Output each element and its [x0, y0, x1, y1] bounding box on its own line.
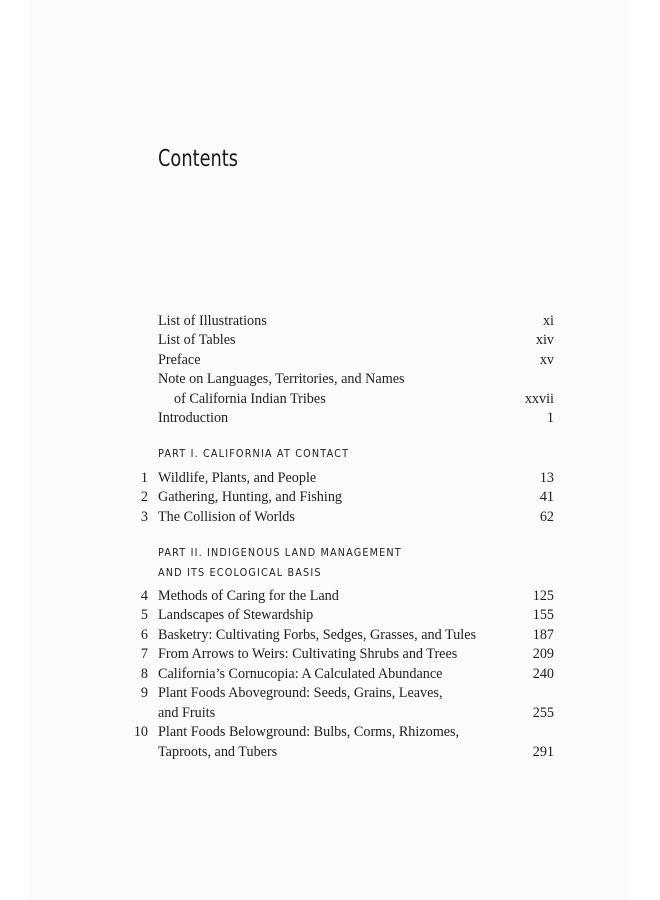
chapter-number: 10: [133, 724, 148, 740]
entry-label-continued: of California Indian Tribes: [174, 391, 326, 407]
chapter-title: Landscapes of Stewardship: [158, 607, 314, 623]
chapter-page: 125: [532, 588, 554, 604]
toc-entry[interactable]: [0, 350, 660, 370]
chapter-page: 209: [532, 646, 554, 662]
part-heading: PART II. INDIGENOUS LAND MANAGEMENT: [158, 546, 402, 559]
entry-label: List of Illustrations: [158, 313, 267, 329]
toc-chapter[interactable]: [0, 644, 660, 664]
chapter-number: 7: [140, 646, 148, 662]
toc-chapter-continuation[interactable]: [0, 742, 660, 762]
part-heading-continued: AND ITS ECOLOGICAL BASIS: [158, 566, 322, 579]
chapter-number: 5: [140, 607, 148, 623]
page-title: Contents: [158, 146, 239, 172]
chapter-number: 8: [140, 666, 148, 682]
entry-page: xxvii: [524, 391, 554, 407]
entry-page: 1: [546, 410, 554, 426]
toc-entry[interactable]: [0, 311, 660, 331]
entry-page: xi: [542, 313, 554, 329]
entry-page: xv: [539, 352, 554, 368]
toc-chapter-continuation[interactable]: [0, 703, 660, 723]
part-heading: PART I. CALIFORNIA AT CONTACT: [158, 447, 350, 460]
toc-entry-continuation[interactable]: [0, 389, 660, 409]
toc-entry[interactable]: [0, 408, 660, 428]
entry-label: Introduction: [158, 410, 229, 426]
chapter-title: California’s Cornucopia: A Calculated Abundance: [158, 666, 443, 682]
chapter-page: 62: [539, 509, 554, 525]
chapter-page: 255: [532, 705, 554, 721]
toc-entry[interactable]: [0, 330, 660, 350]
entry-label: Note on Languages, Territories, and Names: [158, 371, 405, 387]
chapter-number: 3: [140, 509, 148, 525]
chapter-page: 13: [539, 470, 554, 486]
toc-chapter[interactable]: [0, 507, 660, 527]
chapter-number: 4: [140, 588, 148, 604]
chapter-title: Plant Foods Belowground: Bulbs, Corms, Rhizomes,: [158, 724, 460, 740]
chapter-page: 155: [532, 607, 554, 623]
chapter-page: 41: [539, 489, 554, 505]
chapter-title: From Arrows to Weirs: Cultivating Shrubs and Trees: [158, 646, 458, 662]
entry-label: List of Tables: [158, 332, 236, 348]
chapter-number: 6: [140, 627, 148, 643]
chapter-title: Plant Foods Aboveground: Seeds, Grains, Leaves,: [158, 685, 443, 701]
chapter-page: 187: [532, 627, 554, 643]
entry-label: Preface: [158, 352, 201, 368]
toc-entry[interactable]: [0, 369, 660, 389]
chapter-title: The Collision of Worlds: [158, 509, 295, 525]
toc-chapter[interactable]: [0, 586, 660, 606]
chapter-title: Wildlife, Plants, and People: [158, 470, 317, 486]
chapter-number: 2: [140, 489, 148, 505]
toc-chapter[interactable]: [0, 605, 660, 625]
chapter-page: 291: [532, 744, 554, 760]
chapter-number: 1: [140, 470, 148, 486]
chapter-page: 240: [532, 666, 554, 682]
chapter-title: Gathering, Hunting, and Fishing: [158, 489, 343, 505]
chapter-title: Basketry: Cultivating Forbs, Sedges, Grasses, and Tules: [158, 627, 477, 643]
chapter-title-continued: and Fruits: [158, 705, 216, 721]
toc-chapter[interactable]: [0, 487, 660, 507]
toc-chapter[interactable]: [0, 625, 660, 645]
toc-chapter[interactable]: [0, 722, 660, 742]
entry-page: xiv: [535, 332, 554, 348]
chapter-number: 9: [140, 685, 148, 701]
toc-chapter[interactable]: [0, 664, 660, 684]
chapter-title: Methods of Caring for the Land: [158, 588, 339, 604]
chapter-title-continued: Taproots, and Tubers: [158, 744, 278, 760]
toc-chapter[interactable]: [0, 468, 660, 488]
toc-chapter[interactable]: [0, 683, 660, 703]
